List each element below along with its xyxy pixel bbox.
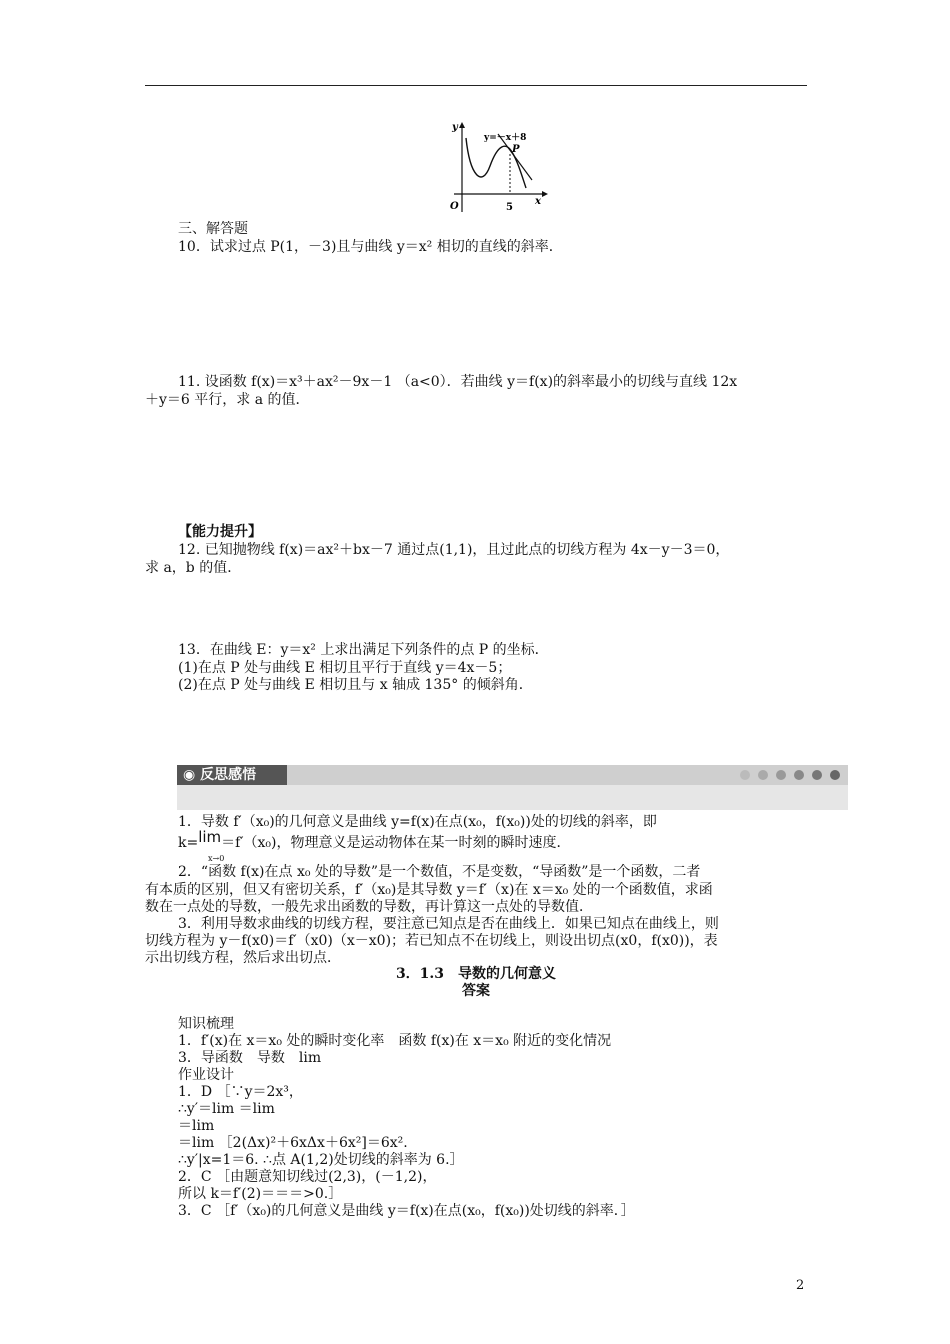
reflection-3-line-1: 3．利用导数求曲线的切线方程，要注意已知点是否在曲线上．如果已知点在曲线上，则 — [178, 916, 719, 932]
ability-heading: 【能力提升】 — [178, 524, 262, 540]
dot-icon — [830, 770, 840, 780]
reflection-banner — [177, 765, 848, 810]
point-p-label: P — [512, 144, 520, 155]
section-three-heading: 三、解答题 — [178, 221, 248, 237]
reflection-1-line-2 — [178, 828, 571, 863]
dot-icon — [758, 770, 768, 780]
lim-subscript: x→0 — [208, 854, 225, 863]
answer-1-line-2: ∴y′＝lim ＝lim — [178, 1101, 275, 1117]
page-number: 2 — [796, 1278, 805, 1293]
homework-heading: 作业设计 — [178, 1067, 234, 1083]
answer-1-line-1: 1．D ［∵y＝2x³， — [178, 1084, 303, 1100]
origin-label: O — [450, 201, 459, 212]
x-tick-label: 5 — [506, 202, 513, 213]
y-axis-arrow — [459, 122, 465, 128]
question-11-line-2: ＋y＝6 平行，求 a 的值． — [145, 392, 310, 408]
dot-icon — [794, 770, 804, 780]
reflection-1-line-1: 1．导数 f′（x₀)的几何意义是曲线 y=f(x)在点(x₀，f(x₀))处的切线的斜率，即 — [178, 814, 657, 830]
answer-heading: 答案 — [462, 983, 490, 999]
answer-1-line-5: ∴y′|x=1＝6. ∴点 A(1,2)处切线的斜率为 6.］ — [178, 1152, 464, 1168]
question-10: 10．试求过点 P(1，－3)且与曲线 y＝x² 相切的直线的斜率． — [178, 239, 563, 255]
header-rule — [145, 85, 807, 86]
reflection-2-line-1: 2．“函数 f(x)在点 x₀ 处的导数”是一个数值，不是变数，“导函数”是一个函数，二者 — [178, 864, 701, 880]
function-graph-figure — [432, 116, 552, 220]
answer-3: 3．C ［f′（x₀)的几何意义是曲线 y＝f(x)在点(x₀，f(x₀))处切线的斜率．］ — [178, 1203, 635, 1219]
reflection-1-rest: ＝f′（x₀)，物理意义是运动物体在某一时刻的瞬时速度． — [221, 835, 571, 851]
answer-1-line-4: ＝lim ［2(Δx)²＋6xΔx＋6x²]＝6x². — [178, 1135, 408, 1151]
decorative-dots — [740, 770, 840, 780]
x-axis-arrow — [542, 191, 548, 197]
k-prefix: k= — [178, 835, 199, 851]
dot-icon — [812, 770, 822, 780]
dot-icon — [740, 770, 750, 780]
reflection-label: ◉ 反思感悟 — [177, 765, 287, 785]
question-12-line-1: 12. 已知抛物线 f(x)＝ax²＋bx－7 通过点(1,1)，且过此点的切线方程为 4x－y－3＝0， — [178, 542, 730, 558]
reflection-2-line-3: 数在一点处的导数，一般先求出函数的导数，再计算这一点处的导数值． — [145, 899, 593, 915]
knowledge-heading: 知识梳理 — [178, 1016, 234, 1032]
x-axis-label: x — [535, 196, 541, 207]
y-axis-label: y — [452, 122, 458, 133]
tangent-line-label: y=－x＋8 — [484, 133, 527, 143]
dot-icon — [776, 770, 786, 780]
question-12-line-2: 求 a，b 的值． — [145, 560, 242, 576]
answer-section-title: 3．1.3 导数的几何意义 — [395, 966, 557, 982]
answer-2-line-2: 所以 k＝f′(2)＝＝＝>0.］ — [178, 1186, 343, 1202]
question-13-part-2: (2)在点 P 处与曲线 E 相切且与 x 轴成 135° 的倾斜角． — [178, 677, 533, 693]
lim-symbol: lim — [198, 828, 222, 846]
reflection-3-line-3: 示出切线方程，然后求出切点． — [145, 950, 341, 966]
answer-1-line-3: ＝lim — [178, 1118, 215, 1134]
reflection-3-line-2: 切线方程为 y－f(x0)＝f′（x0)（x－x0)；若已知点不在切线上，则设出切点(x0，f(x0))，表 — [145, 933, 718, 949]
reflection-2-line-2: 有本质的区别，但又有密切关系，f′（x₀)是其导数 y＝f′（x)在 x＝x₀ 处的一个函数值，求函 — [145, 882, 713, 898]
question-11-line-1: 11. 设函数 f(x)＝x³＋ax²－9x－1 （a<0）．若曲线 y＝f(x)的斜率最小的切线与直线 12x — [178, 374, 738, 390]
answer-2-line-1: 2．C ［由题意知切线过(2,3)，(－1,2)， — [178, 1169, 437, 1185]
knowledge-item-1: 1．f′(x)在 x＝x₀ 处的瞬时变化率 函数 f(x)在 x＝x₀ 附近的变化情况 — [178, 1033, 612, 1049]
question-13-part-1: (1)在点 P 处与曲线 E 相切且平行于直线 y＝4x－5； — [178, 660, 512, 676]
reflection-banner-header — [177, 765, 848, 785]
question-13: 13．在曲线 E：y＝x² 上求出满足下列条件的点 P 的坐标． — [178, 642, 549, 658]
knowledge-item-3: 3．导函数 导数 lim — [178, 1050, 322, 1066]
